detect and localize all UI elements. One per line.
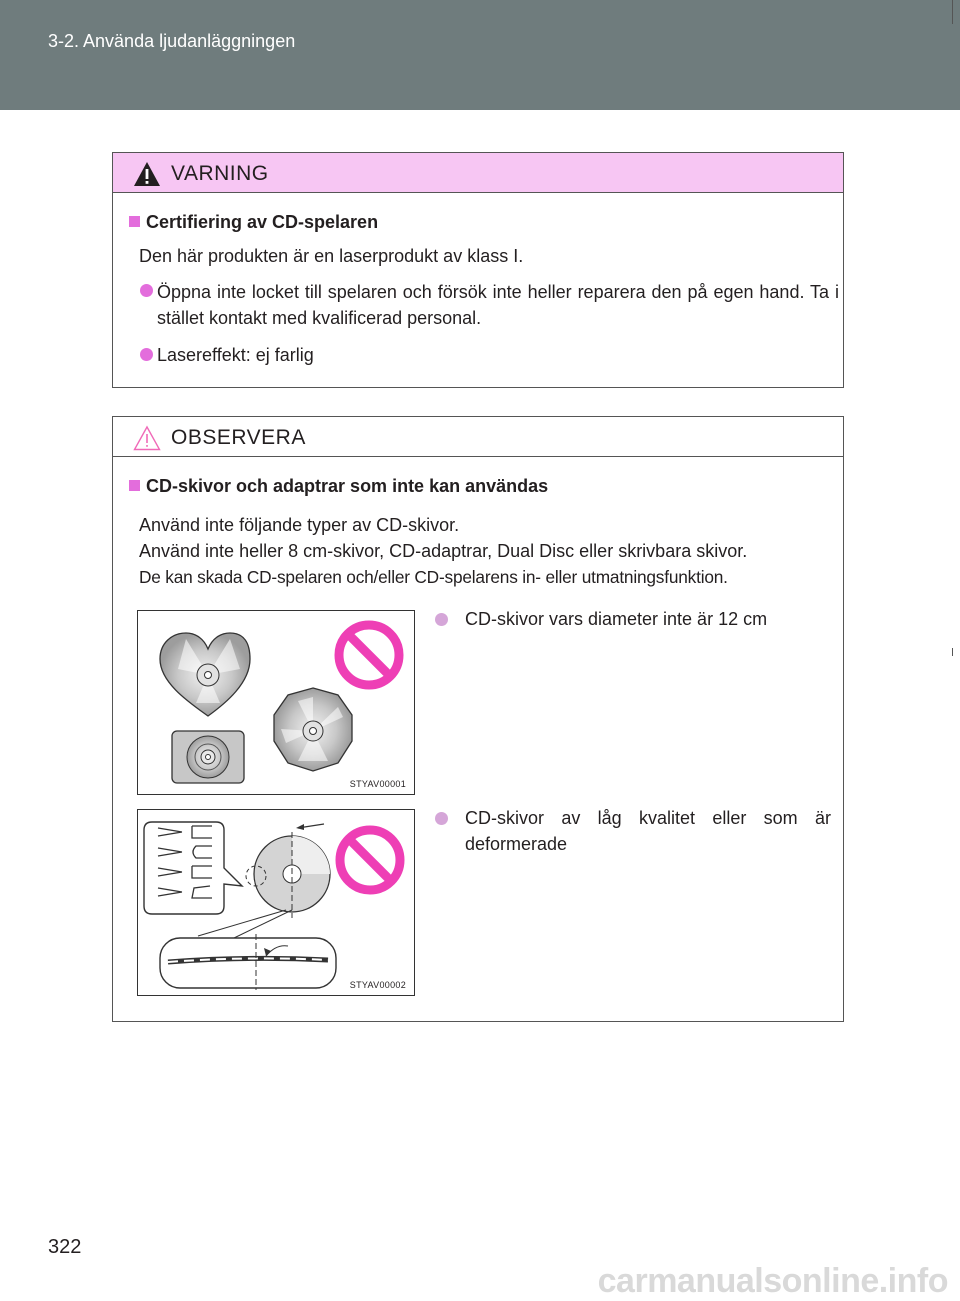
warning-bullet: Öppna inte locket till spelaren och försök inte heller reparera den på egen hand. Ta i stället kontakt med kvalificerad personal. <box>157 282 839 328</box>
bullet-dot-icon <box>140 348 153 361</box>
odd-shaped-discs-drawing <box>138 611 414 794</box>
warning-heading <box>129 212 378 233</box>
warning-box-header <box>113 153 843 193</box>
warning-triangle-icon <box>133 161 161 187</box>
page-number: 322 <box>48 1236 82 1258</box>
notice-item-text: CD-skivor av låg kvalitet eller som är deformerade <box>465 808 831 854</box>
notice-heading-text: CD-skivor och adaptrar som inte kan användas <box>146 476 549 496</box>
watermark: carmanualsonline.info <box>597 1262 948 1300</box>
crop-mark <box>952 648 953 656</box>
warning-box <box>112 152 844 388</box>
notice-label: OBSERVERA <box>171 426 306 449</box>
caution-triangle-outline-icon <box>133 425 161 451</box>
section-title: 3-2. Använda ljudanläggningen <box>48 31 296 51</box>
illustration-deformed-discs <box>137 809 415 996</box>
warning-heading-text: Certifiering av CD-spelaren <box>146 212 379 232</box>
bullet-dot-icon <box>435 812 448 825</box>
prohibition-icon <box>340 830 400 890</box>
prohibition-icon <box>339 625 399 685</box>
notice-box-header <box>113 417 843 457</box>
bullet-dot-icon <box>140 284 153 297</box>
notice-line: Använd inte heller 8 cm-skivor, CD-adaptrar, Dual Disc eller skrivbara skivor. <box>139 541 748 561</box>
warning-bullet: Lasereffekt: ej farlig <box>157 345 314 365</box>
illustration-odd-shaped-discs <box>137 610 415 795</box>
header-bar <box>0 0 960 110</box>
image-code: STYAV00002 <box>349 980 406 990</box>
deformed-discs-drawing <box>138 810 414 995</box>
bullet-dot-icon <box>435 613 448 626</box>
notice-line: De kan skada CD-spelaren och/eller CD-spelarens in- eller utmatningsfunktion. <box>139 567 728 587</box>
warning-intro: Den här produkten är en laserprodukt av klass I. <box>139 246 524 266</box>
crop-mark <box>952 0 953 24</box>
notice-line: Använd inte följande typer av CD-skivor. <box>139 515 460 535</box>
notice-item-text: CD-skivor vars diameter inte är 12 cm <box>465 609 768 629</box>
notice-heading <box>129 476 548 497</box>
image-code: STYAV00001 <box>349 779 406 789</box>
warning-label: VARNING <box>171 162 269 185</box>
heading-square-icon <box>129 216 140 227</box>
heading-square-icon <box>129 480 140 491</box>
